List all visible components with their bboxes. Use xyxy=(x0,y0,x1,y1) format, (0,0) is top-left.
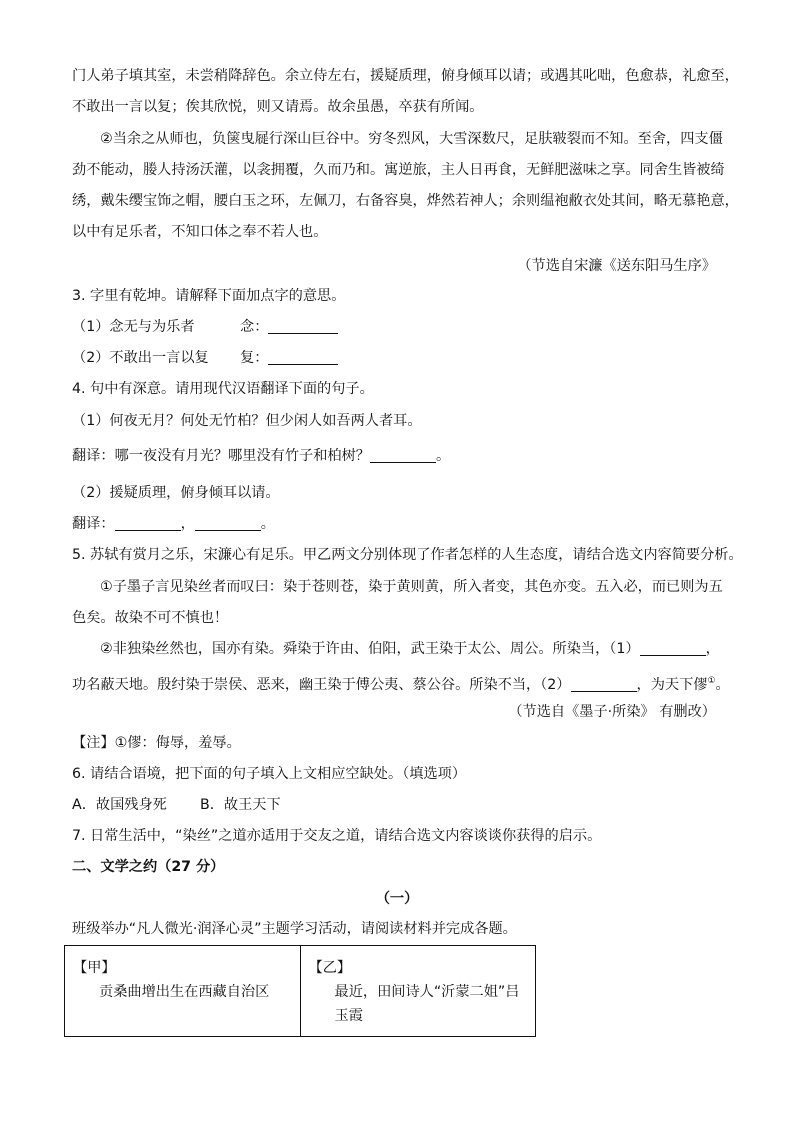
passage-line: ①子墨子言见染丝者而叹曰：染于苍则苍，染于黄则黄，所入者变，其色亦变。五入必，而已则为五 xyxy=(100,579,723,595)
material-title: 【乙】 xyxy=(308,960,352,976)
translation-suffix: 。 xyxy=(260,516,275,532)
item-label: 念： xyxy=(240,319,269,335)
passage-line: 色矣。故染不可不慎也！ xyxy=(72,610,229,626)
answer-blank[interactable] xyxy=(268,349,338,365)
question-3-stem: 3. 字里有乾坤。请解释下面加点字的意思。 xyxy=(72,288,346,304)
question-4-item-1: （1）何夜无月？何处无竹柏？但少闲人如吾两人者耳。 xyxy=(72,413,422,429)
passage-line xyxy=(72,671,730,695)
question-4-stem: 4. 句中有深意。请用现代汉语翻译下面的句子。 xyxy=(72,381,374,397)
passage-text: ，为天下僇 xyxy=(636,677,708,693)
material-jia xyxy=(65,946,301,1037)
question-4-translation-2 xyxy=(72,514,275,534)
material-text: 最近，田间诗人“沂蒙二姐”吕玉霞 xyxy=(334,984,520,1024)
question-4-item-2: （2）援疑质理，俯身倾耳以请。 xyxy=(72,485,280,501)
passage-line: 绣，戴朱缨宝饰之帽，腰白玉之环，左佩刀，右备容臭，烨然若神人；余则缊袍敝衣处其间，略无慕艳意， xyxy=(72,193,739,209)
question-3-item-1 xyxy=(72,317,338,337)
option-b: B．故王天下 xyxy=(200,797,281,813)
footnote: 【注】①僇：侮辱，羞辱。 xyxy=(72,735,241,751)
question-5-stem: 5. 苏轼有赏月之乐，宋濂心有足乐。甲乙两文分别体现了作者怎样的人生态度，请结合选文内容简要分析。 xyxy=(72,547,743,563)
passage-text: ， xyxy=(705,641,720,657)
answer-blank[interactable] xyxy=(195,515,261,531)
item-label: 复： xyxy=(240,350,269,366)
passage-text: 。 xyxy=(715,677,730,693)
question-6-options xyxy=(72,795,281,815)
passage-source: （节选自《墨子·所染》 有删改） xyxy=(508,704,716,720)
question-7-stem: 7. 日常生活中，“染丝”之道亦适用于交友之道，请结合选文内容谈谈你获得的启示。 xyxy=(72,828,602,844)
passage-line: 不敢出一言以复；俟其欣悦，则又请焉。故余虽愚，卒获有所闻。 xyxy=(72,99,484,115)
answer-blank[interactable] xyxy=(370,447,436,463)
translation-comma: ， xyxy=(180,516,195,532)
passage-line: ②当余之从师也，负箧曳屣行深山巨谷中。穷冬烈风，大雪深数尺，足肤皲裂而不知。至舍，四支僵 xyxy=(100,131,723,147)
materials-table xyxy=(64,945,536,1037)
item-text: （2）不敢出一言以复 xyxy=(72,350,209,366)
answer-blank[interactable] xyxy=(640,640,706,656)
section-heading: 二、文学之约（27 分） xyxy=(72,859,225,875)
answer-blank[interactable] xyxy=(571,676,637,692)
section-intro: 班级举办“凡人微光·润泽心灵”主题学习活动，请阅读材料并完成各题。 xyxy=(72,921,517,937)
passage-text: 功名蔽天地。殷纣染于崇侯、恶来，幽王染于傅公夷、蔡公谷。所染不当，（2） xyxy=(72,677,571,693)
material-text: 贡桑曲增出生在西藏自治区 xyxy=(99,984,270,1000)
answer-blank[interactable] xyxy=(268,318,338,334)
passage-line: 以中有足乐者，不知口体之奉不若人也。 xyxy=(72,224,328,240)
item-text: （1）念无与为乐者 xyxy=(72,319,195,335)
question-6-stem: 6. 请结合语境，把下面的句子填入上文相应空缺处。（填选项） xyxy=(72,766,467,782)
subsection-heading: （一） xyxy=(375,891,419,907)
footnote-mark: ① xyxy=(707,676,716,686)
passage-line: 门人弟子填其室，未尝稍降辞色。余立侍左右，援疑质理，俯身倾耳以请；或遇其叱咄，色愈恭，礼愈至， xyxy=(72,68,739,84)
translation-prefix: 翻译：哪一夜没有月光？哪里没有竹子和柏树？ xyxy=(72,448,370,464)
passage-line: 劲不能动，媵人持汤沃灌，以衾拥覆，久而乃和。寓逆旅，主人日再食，无鲜肥滋味之享。同舍生皆被绮 xyxy=(72,162,725,178)
question-4-translation-1 xyxy=(72,446,450,466)
answer-blank[interactable] xyxy=(115,515,181,531)
translation-prefix: 翻译： xyxy=(72,516,115,532)
translation-suffix: 。 xyxy=(435,448,451,464)
passage-line xyxy=(100,639,720,659)
option-a: A．故国残身死 xyxy=(72,797,167,813)
passage-source: （节选自宋濂《送东阳马生序》 xyxy=(517,258,716,274)
passage-text: ②非独染丝然也，国亦有染。舜染于许由、伯阳，武王染于太公、周公。所染当，（1） xyxy=(100,641,640,657)
material-yi xyxy=(300,946,536,1037)
material-title: 【甲】 xyxy=(73,960,116,976)
question-3-item-2 xyxy=(72,348,338,368)
